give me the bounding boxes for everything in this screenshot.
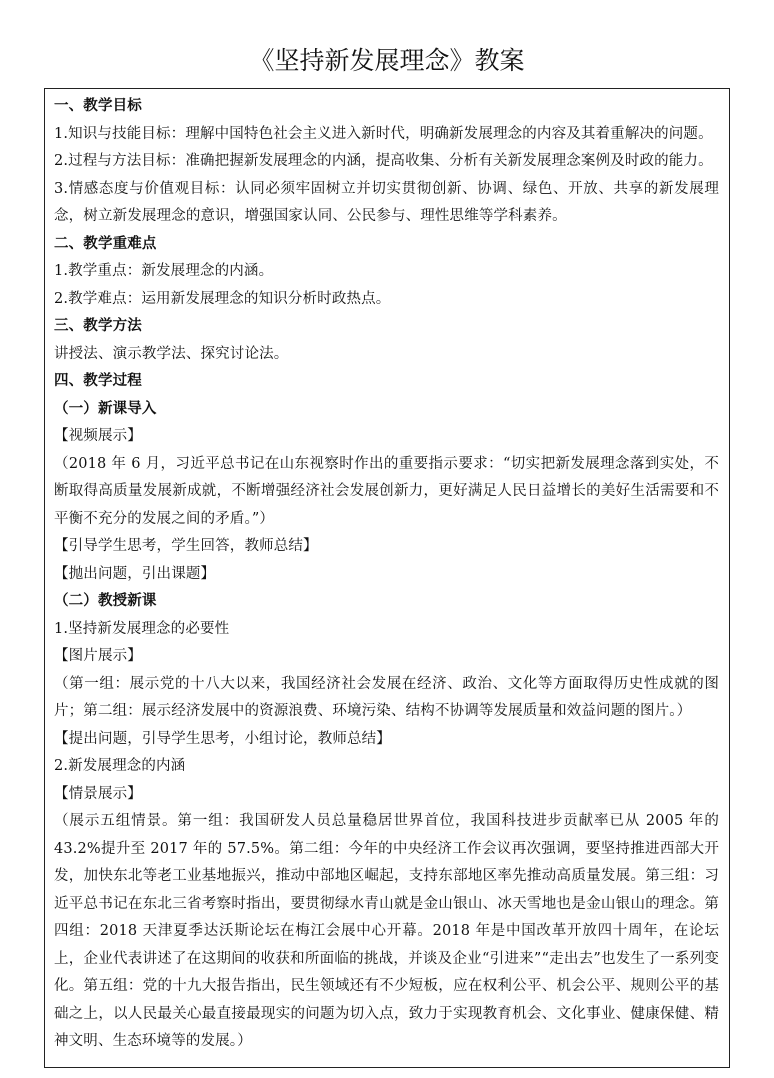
point-connotation: 2.新发展理念的内涵	[54, 758, 186, 774]
lesson-plan-table	[44, 88, 730, 1068]
subsection-intro: （一）新课导入	[54, 400, 157, 417]
tag-raise-question: 【抛出问题，引出课题】	[54, 565, 216, 582]
video-description: （2018 年 6 月，习近平总书记在山东视察时作出的重要指示要求：“切实把新发展理念落到实处，不断取得高质量发展新成就，不断增强经济社会发展创新力，更好满足人民日益增长的美好生活需要和不平衡不充分的发展之间的矛盾。”）	[54, 455, 719, 527]
tag-picture: 【图片展示】	[54, 648, 142, 664]
section-title-objectives: 一、教学目标	[54, 98, 142, 114]
tag-scenario: 【情景展示】	[54, 785, 142, 802]
section-title-process: 四、教学过程	[54, 373, 142, 389]
section-title-methods: 三、教学方法	[54, 318, 142, 334]
point-necessity: 1.坚持新发展理念的必要性	[54, 620, 230, 637]
objective-knowledge: 1.知识与技能目标：理解中国特色社会主义进入新时代，明确新发展理念的内容及其着重解决的问题。	[54, 125, 713, 142]
tag-video: 【视频展示】	[54, 428, 142, 444]
document-title: 《坚持新发展理念》教案	[249, 46, 525, 75]
tag-guide-thinking: 【引导学生思考，学生回答，教师总结】	[54, 538, 318, 554]
scenario-description: （展示五组情景。第一组：我国研发人员总量稳居世界首位，我国科技进步贡献率已从 2005 年的 43.2%提升至 2017 年的 57.5%。第二组：今年的中央经济工作会议再次强调，要坚持推进西部大开发，加快东北等老工业基地振兴，推动中部地区崛起，支持东部地区率先推动高质量发展。第三组：习近平总书记在东北三省考察时指出，要贯彻绿水青山就是金山银山、冰天雪地也是金山银山的理念。第四组：2018 天津夏季达沃斯论坛在梅江会展中心开幕。2018 年是中国改革开放四十周年，在论坛上，企业代表讲述了在这期间的收获和所面临的挑战，并谈及企业“引进来”“走出去”也发生了一系列变化。第五组：党的十九大报告指出，民生领域还有不少短板，应在权利公平、机会公平、规则公平的基础之上，以人民最关心最直接最现实的问题为切入点，致力于实现教育机会、文化事业、健康保健、精神文明、生态环境等的发展。）	[54, 813, 719, 1049]
subsection-new-lesson: （二）教授新课	[54, 593, 157, 609]
methods-text: 讲授法、演示教学法、探究讨论法。	[54, 345, 289, 362]
objective-values: 3.情感态度与价值观目标：认同必须牢固树立并切实贯彻创新、协调、绿色、开放、共享的新发展理念，树立新发展理念的意识，增强国家认同、公民参与、理性思维等学科素养。	[54, 180, 719, 224]
tag-discussion: 【提出问题，引导学生思考，小组讨论，教师总结】	[54, 730, 391, 747]
difficult-point: 2.教学难点：运用新发展理念的知识分析时政热点。	[54, 290, 391, 307]
section-title-key-points: 二、教学重难点	[54, 235, 157, 252]
key-point: 1.教学重点：新发展理念的内涵。	[54, 263, 274, 279]
picture-description: （第一组：展示党的十八大以来，我国经济社会发展在经济、政治、文化等方面取得历史性成就的图片；第二组：展示经济发展中的资源浪费、环境污染、结构不协调等发展质量和效益问题的图片。）	[54, 675, 719, 719]
objective-process: 2.过程与方法目标：准确把握新发展理念的内涵，提高收集、分析有关新发展理念案例及时政的能力。	[54, 153, 713, 169]
